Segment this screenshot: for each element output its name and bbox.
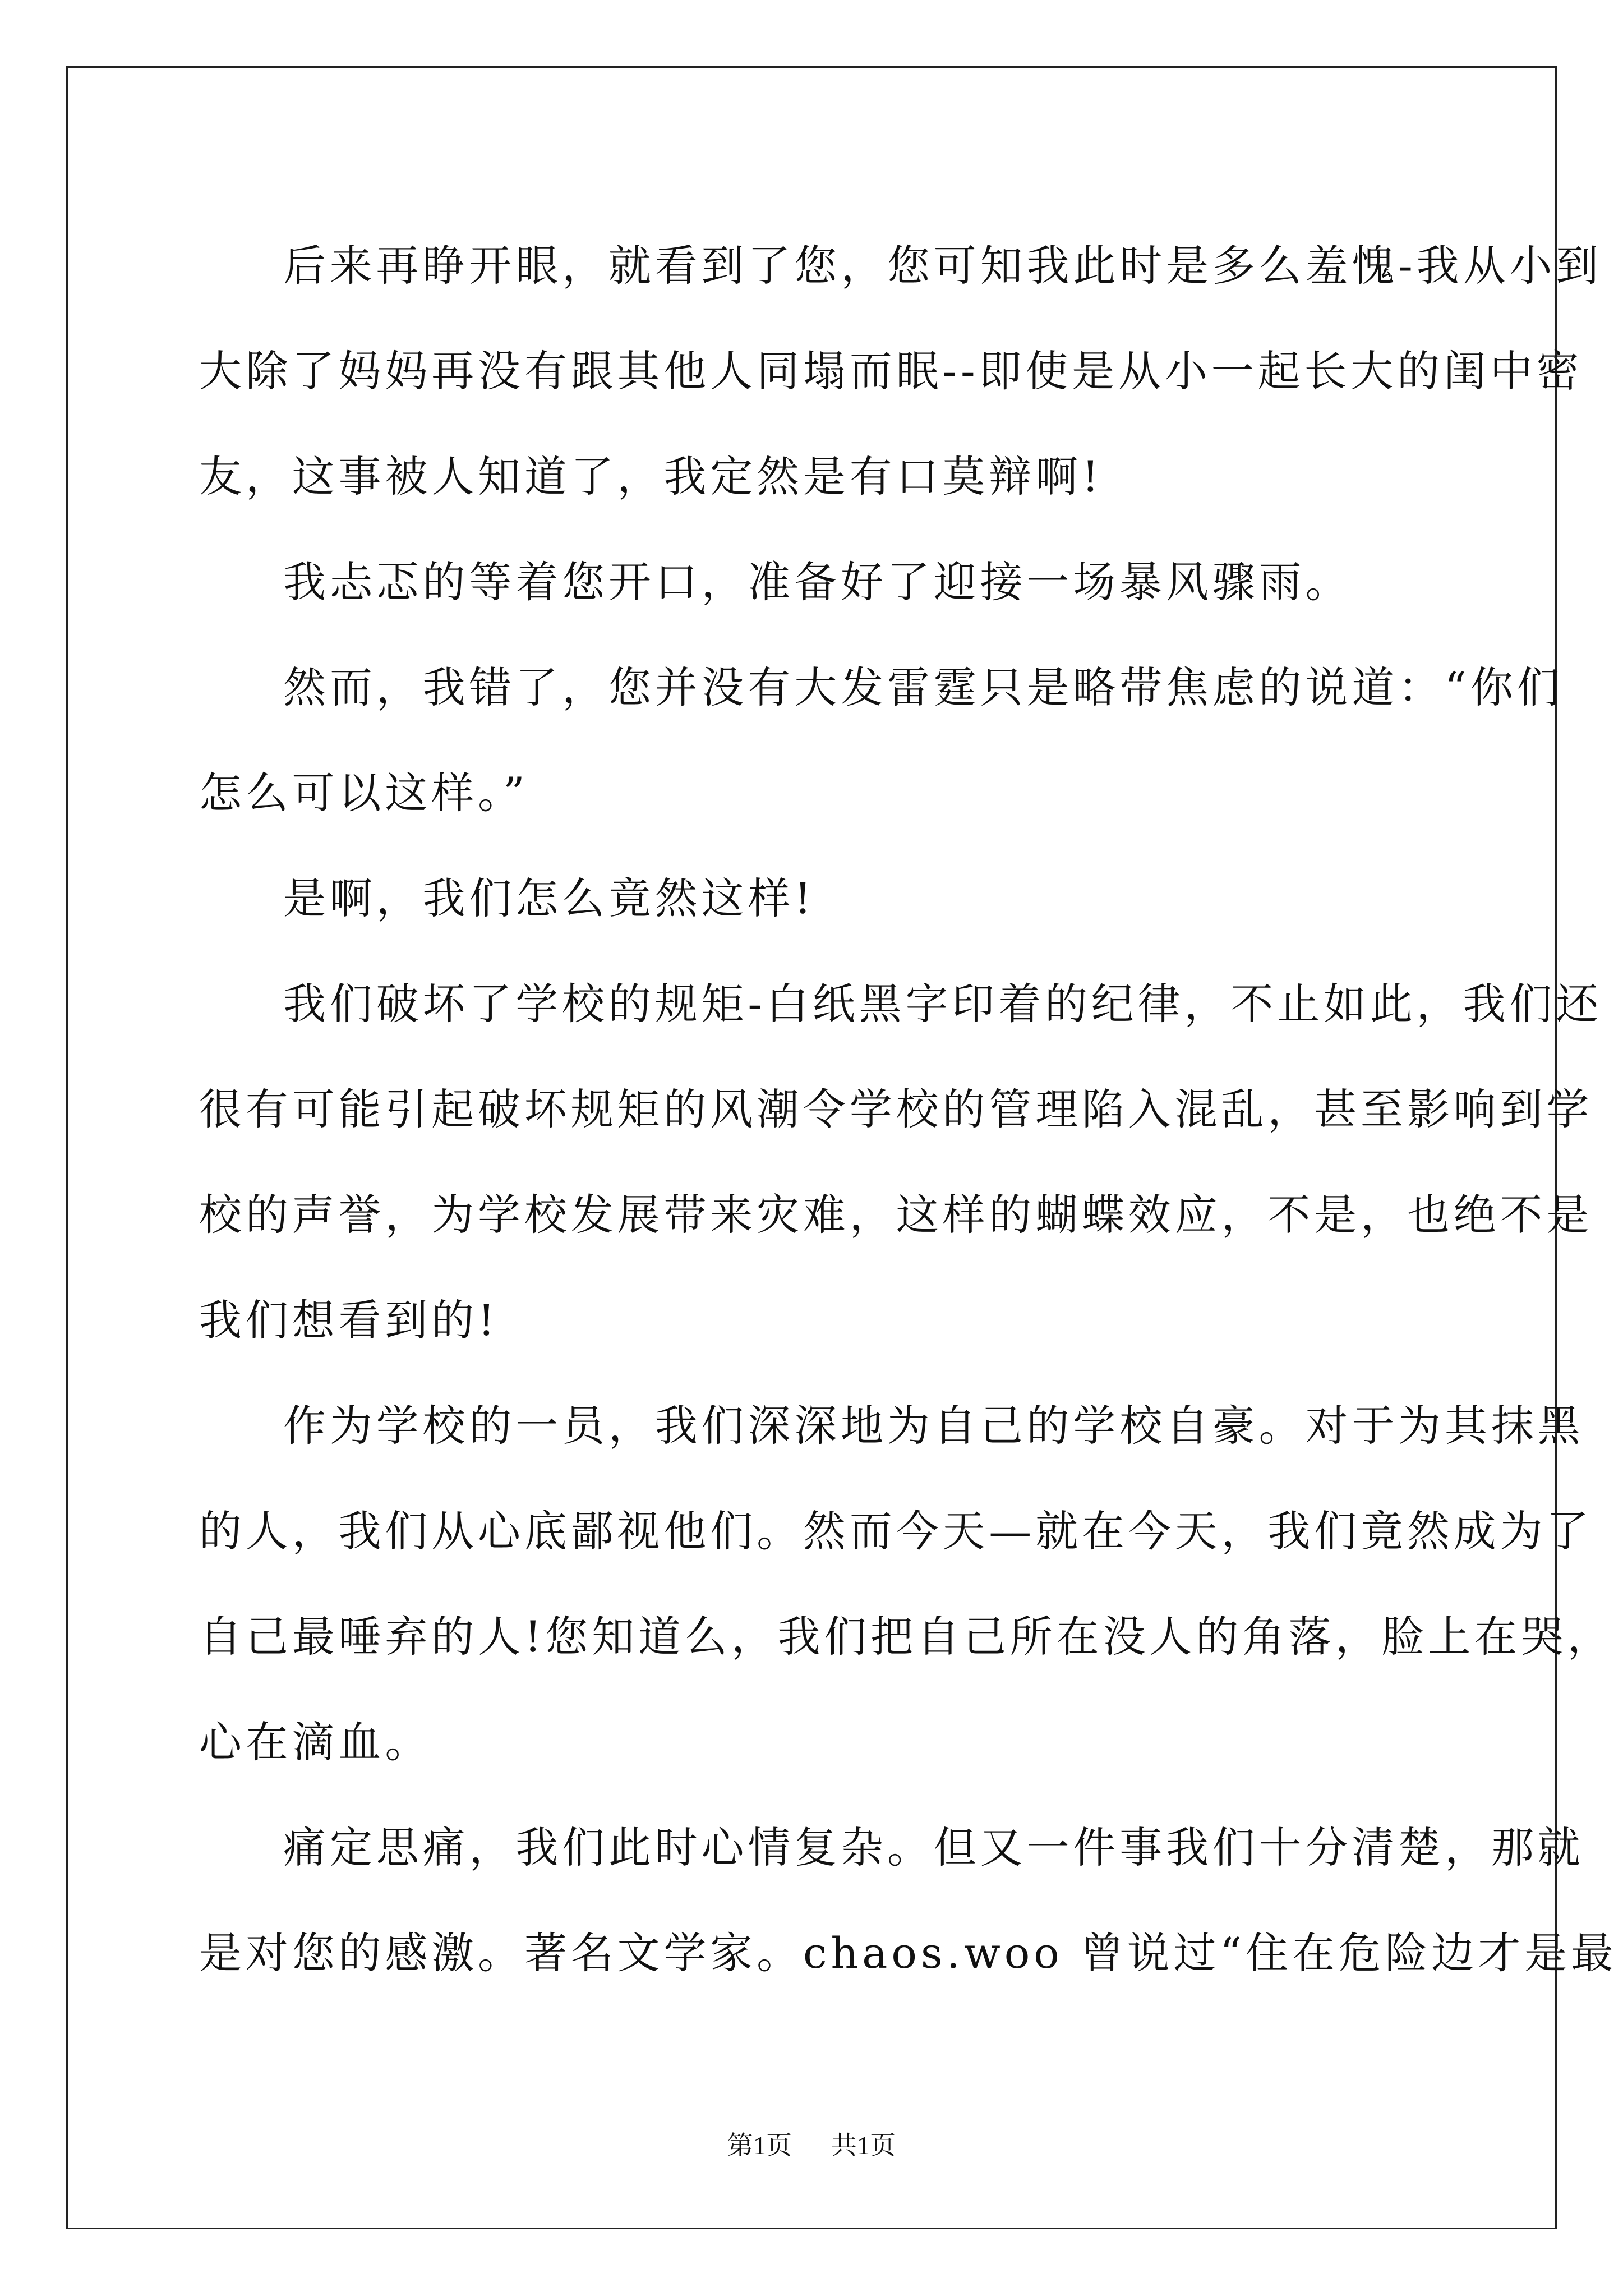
text-line: 然而，我错了，您并没有大发雷霆只是略带焦虑的说道：“你们: [283, 662, 1564, 712]
document-body: [199, 213, 1617, 2006]
text-line: 怎么可以这样。”: [199, 768, 529, 818]
text-line: 痛定思痛，我们此时心情复杂。但又一件事我们十分清楚，那就: [283, 1823, 1584, 1872]
text-line: 自己最唾弃的人!您知道么，我们把自己所在没人的角落，脸上在哭，: [199, 1612, 1614, 1662]
text-line: 校的声誉，为学校发展带来灾难，这样的蝴蝶效应，不是，也绝不是: [199, 1190, 1593, 1240]
text-line: 是啊，我们怎么竟然这样!: [283, 873, 815, 923]
text-line: 心在滴血。: [199, 1717, 432, 1767]
text-line: 我们破坏了学校的规矩-白纸黑字印着的纪律，不止如此，我们还: [283, 979, 1603, 1029]
text-line: 的人，我们从心底鄙视他们。然而今天—就在今天，我们竟然成为了: [199, 1506, 1593, 1556]
text-line: 是对您的感激。著名文学家。chaos.woo 曾说过“住在危险边才是最: [199, 1928, 1617, 1978]
page-number-total: 共1页: [831, 2131, 896, 2160]
text-line: 友，这事被人知道了，我定然是有口莫辩啊!: [199, 452, 1103, 501]
text-line: 后来再睁开眼，就看到了您，您可知我此时是多么羞愧-我从小到: [283, 241, 1603, 291]
text-line: 我忐忑的等着您开口，准备好了迎接一场暴风骤雨。: [283, 557, 1352, 607]
page-footer: [0, 2125, 1623, 2162]
text-line: 作为学校的一员，我们深深地为自己的学校自豪。对于为其抹黑: [283, 1401, 1584, 1451]
text-line: 大除了妈妈再没有跟其他人同塌而眠--即使是从小一起长大的闺中密: [199, 346, 1583, 396]
page-number-current: 第1页: [727, 2131, 792, 2160]
text-line: 我们想看到的!: [199, 1295, 499, 1345]
text-line: 很有可能引起破坏规矩的风潮令学校的管理陷入混乱，甚至影响到学: [199, 1084, 1593, 1134]
